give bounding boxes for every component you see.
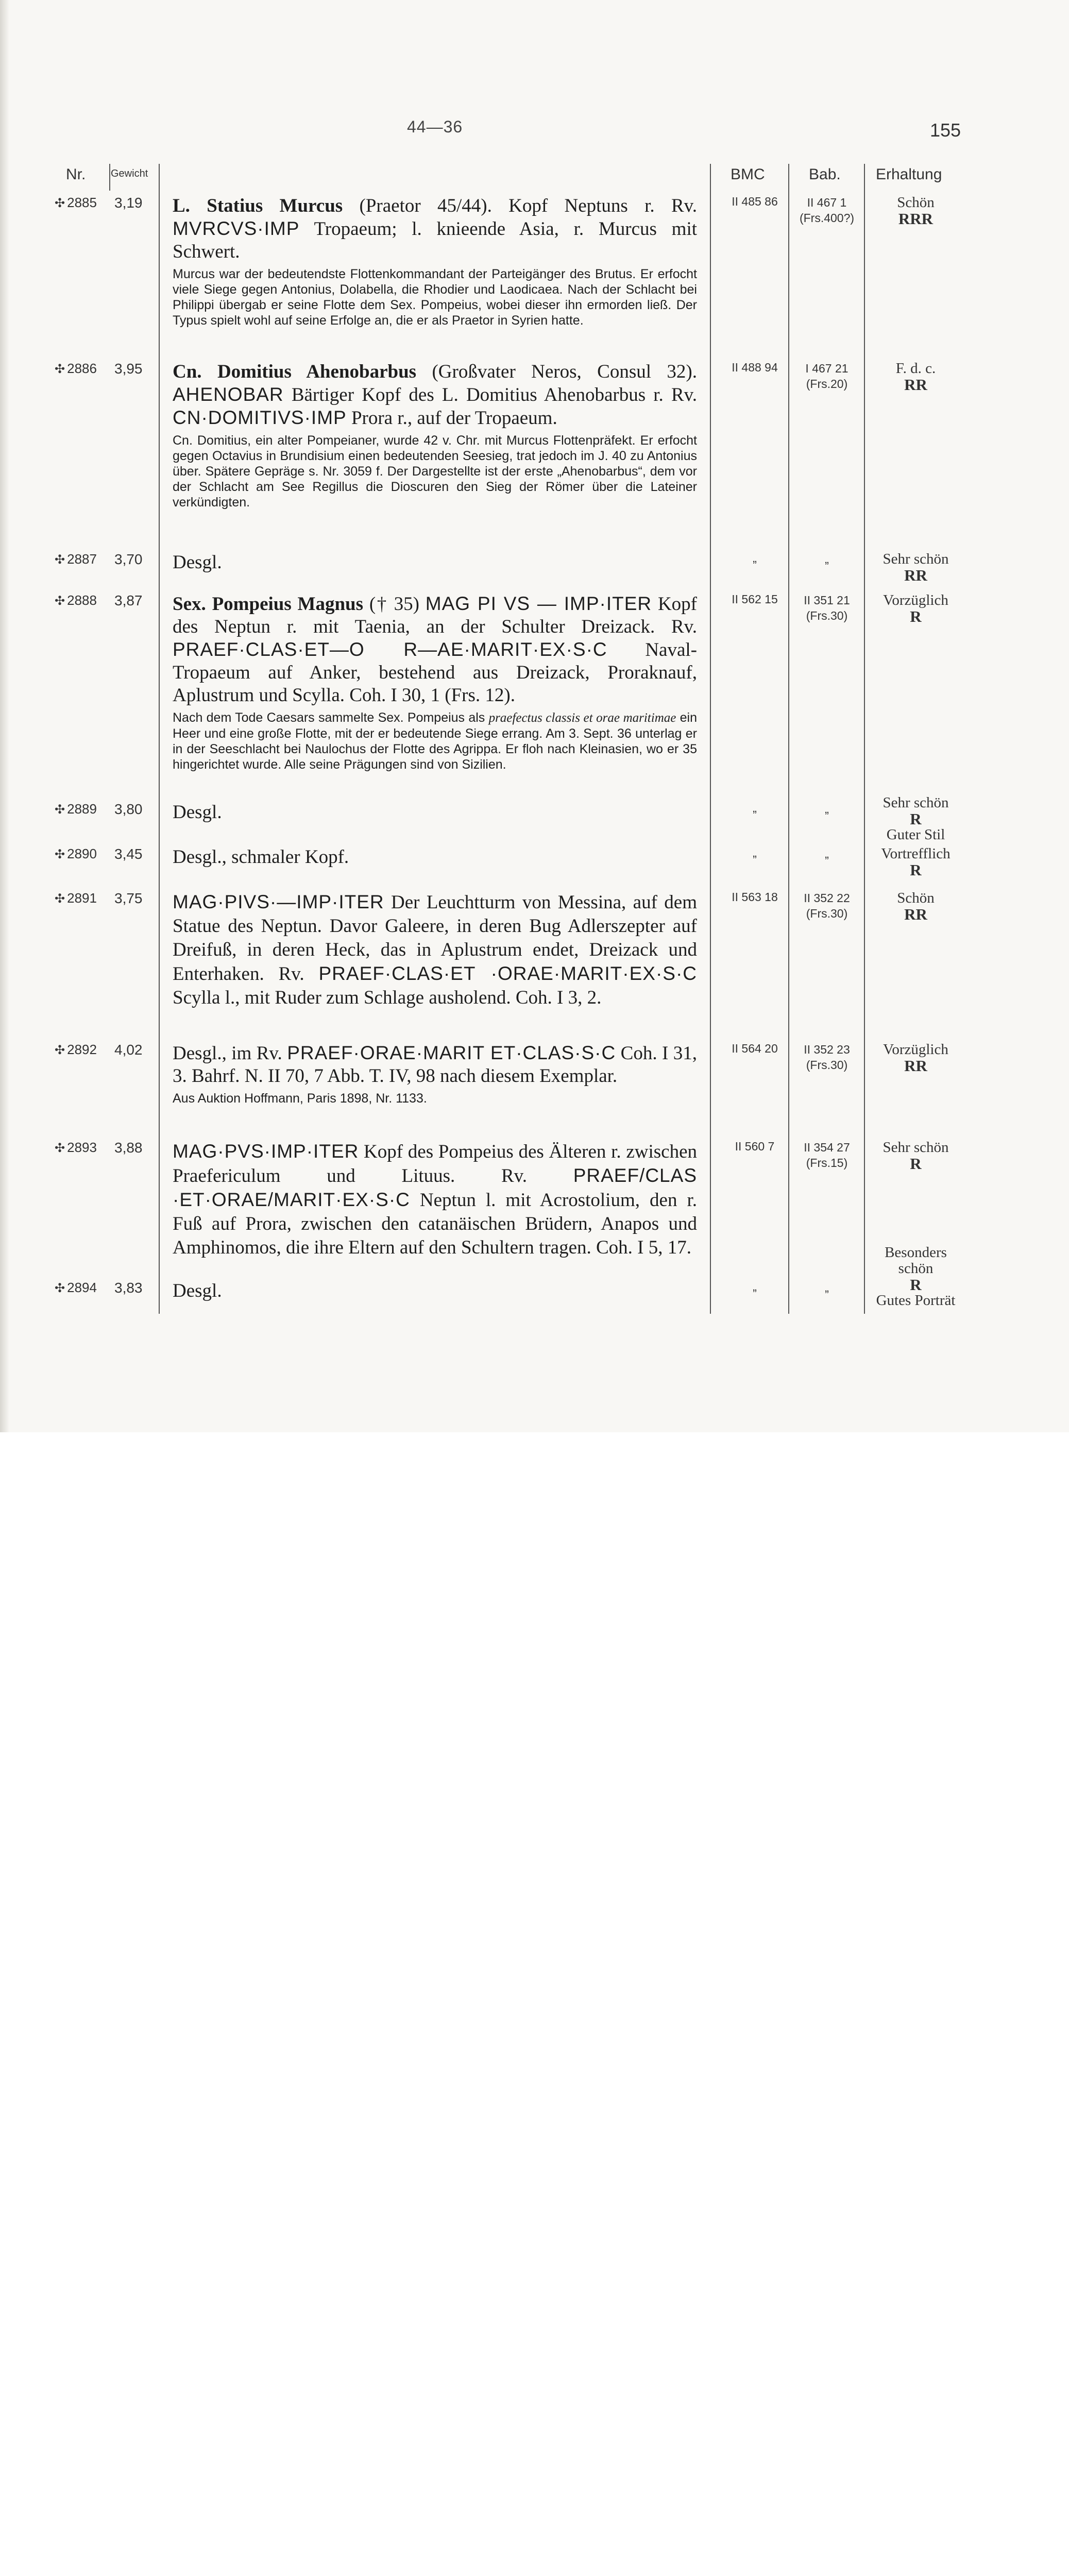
entry-bmc: „: [753, 1280, 757, 1293]
entry-bmc: II 563 18: [732, 890, 778, 904]
entry-bmc: II 562 15: [732, 592, 778, 606]
col-header-erhaltung: Erhaltung: [876, 166, 942, 183]
entry-erhaltung: Sehr schön RR: [883, 551, 949, 584]
entry-weight: 3,45: [114, 846, 143, 862]
date-range-header: 44—36: [407, 117, 463, 136]
entry-erhaltung: Schön RR: [897, 890, 935, 923]
col-header-nr: Nr.: [66, 166, 86, 183]
entry-erhaltung: Schön RRR: [897, 194, 935, 228]
entry-number: ✣ 2890: [55, 846, 97, 861]
scan-edge: [0, 0, 9, 1432]
entry-description: MAG·PIVS·—IMP·ITER Der Leuchtturm von Messina, auf dem Statue des Neptun. Davor Galeere, in deren Bug Adlerszepter auf Dreifuß, in deren Heck, das in Aplustrum endet, Dreizack und Enterhaken. Rv. PRAEF·CLAS·ET ·ORAE·MARIT·EX·S·C Scylla l., mit Ruder zum Schlage ausholend. Coh. I 3, 2.: [173, 891, 697, 1008]
entry-number: ✣ 2891: [55, 890, 97, 906]
page-number: 155: [930, 120, 961, 141]
col-header-bab: Bab.: [809, 166, 841, 183]
entry-erhaltung: Vorzüglich R: [883, 592, 948, 625]
entry-bmc: II 564 20: [732, 1042, 778, 1055]
entry-weight: 4,02: [114, 1042, 143, 1058]
entry-number: ✣ 2888: [55, 592, 97, 608]
entry-bab: II 351 21 (Frs.30): [804, 594, 850, 622]
entry-bab: I 467 21 (Frs.20): [805, 362, 849, 391]
entry-bab: „: [825, 802, 829, 816]
col-header-bmc: BMC: [731, 166, 765, 183]
entry-bmc: „: [753, 801, 757, 815]
entry-erhaltung: Sehr schön R Guter Stil: [883, 794, 949, 843]
entry-number: ✣ 2894: [55, 1280, 97, 1295]
entry-bab: „: [825, 552, 829, 566]
entry-description: Desgl., im Rv. PRAEF·ORAE·MARIT ET·CLAS·S·C Coh. I 31, 3. Bahrf. N. II 70, 7 Abb. T. IV, 98 nach diesem Exemplar. Aus Auktion Hoffmann, Paris 1898, Nr. 1133.: [173, 1042, 697, 1106]
entry-erhaltung: Vortrefflich R: [881, 845, 951, 879]
entry-bmc: II 488 94: [732, 361, 778, 374]
entry-description: Desgl.: [173, 552, 222, 573]
entry-bmc: „: [753, 846, 757, 859]
entry-bab: II 467 1 (Frs.400?): [799, 196, 855, 225]
entry-bab: II 354 27 (Frs.15): [804, 1141, 850, 1170]
entry-bmc: II 485 86: [732, 195, 778, 208]
entry-description: L. Statius Murcus (Praetor 45/44). Kopf Neptuns r. Rv. MVRCVS·IMP Tropaeum; l. knieende Asia, r. Murcus mit Schwert. Murcus war der bedeutendste Flottenkommandant der Parteigänger des Brutus. Er erfocht viele Siege gegen Antonius, Dolabella, die Rhodier und Laodicaea. Nach der Schlacht bei Philippi übergab er seine Flotte dem Sex. Pompeius, wobei dieser ihn ermorden ließ. Der Typus spielt wohl auf seine Erfolge an, die er als Praetor in Syrien hatte.: [173, 195, 697, 328]
entry-weight: 3,75: [114, 890, 143, 906]
col-divider-bmc-left: [710, 164, 711, 1314]
entry-bab: „: [825, 1281, 829, 1294]
entry-bmc: „: [753, 551, 757, 565]
entry-number: ✣ 2887: [55, 551, 97, 567]
entry-number: ✣ 2885: [55, 195, 97, 210]
col-divider-nr: [109, 164, 110, 191]
col-divider-gewicht: [159, 164, 160, 1314]
entry-erhaltung: Besonders schön R Gutes Porträt: [876, 1244, 956, 1309]
col-header-gewicht: Gewicht: [111, 168, 148, 179]
entry-bab: II 352 22 (Frs.30): [804, 891, 850, 920]
entry-erhaltung: Vorzüglich RR: [883, 1041, 948, 1075]
entry-weight: 3,70: [114, 551, 143, 567]
entry-bab: II 352 23 (Frs.30): [804, 1043, 850, 1072]
entry-note: Cn. Domitius, ein alter Pompeianer, wurde 42 v. Chr. mit Murcus Flottenpräfekt. Er erfocht gegen Octavius in Brundisium einen bedeutenden Seesieg, trat jedoch im J. 40 zu Antonius über. Spätere Gepräge s. Nr. 3059 f. Der Dargestellte ist der erste „Ahenobarbus“, dem vor der Schlacht am See Regillus die Dioscuren den Sieg der Römer über die Lateiner verkündigten.: [173, 433, 697, 510]
entry-number: ✣ 2892: [55, 1042, 97, 1057]
entry-erhaltung: Sehr schön R: [883, 1139, 949, 1173]
entry-note: Nach dem Tode Caesars sammelte Sex. Pompeius als praefectus classis et orae maritimae ein Heer und eine große Flotte, mit der er bedeutende Siege errang. Am 3. Sept. 36 unterlag er in der Seeschlacht bei Naulochus der Flotte des Agrippa. Er floh nach Kleinasien, wo er 35 hingerichtet wurde. Alle seine Prägungen sind von Sizilien.: [173, 710, 697, 772]
entry-weight: 3,83: [114, 1280, 143, 1296]
entry-bmc: II 560 7: [735, 1140, 775, 1153]
entry-description: Desgl.: [173, 1280, 222, 1301]
entry-erhaltung: F. d. c. RR: [895, 360, 936, 394]
entry-description: Sex. Pompeius Magnus († 35) MAG PI VS — IMP·ITER Kopf des Neptun r. mit Taenia, an der Schulter Dreizack. Rv. PRAEF·CLAS·ET—O R—AE·MARIT·EX·S·C Naval-Tropaeum auf Anker, bestehend aus Dreizack, Proraknauf, Aplustrum und Scylla. Coh. I 30, 1 (Frs. 12). Nach dem Tode Caesars sammelte Sex. Pompeius als praefectus classis et orae maritimae ein Heer und eine große Flotte, mit der er bedeutende Siege errang. Am 3. Sept. 36 unterlag er in der Seeschlacht bei Naulochus der Flotte des Agrippa. Er floh nach Kleinasien, wo er 35 hingerichtet wurde. Alle seine Prägungen sind von Sizilien.: [173, 593, 698, 772]
entry-number: ✣ 2886: [55, 361, 97, 376]
entry-bab: „: [825, 847, 829, 860]
entry-weight: 3,80: [114, 801, 143, 817]
entry-note: Murcus war der bedeutendste Flottenkommandant der Parteigänger des Brutus. Er erfocht viele Siege gegen Antonius, Dolabella, die Rhodier und Laodicaea. Nach der Schlacht bei Philippi übergab er seine Flotte dem Sex. Pompeius, wobei dieser ihn ermorden ließ. Der Typus spielt wohl auf seine Erfolge an, die er als Praetor in Syrien hatte.: [173, 267, 697, 328]
entry-number: ✣ 2893: [55, 1140, 97, 1155]
entry-description: Desgl.: [173, 802, 222, 823]
entry-description: Cn. Domitius Ahenobarbus (Großvater Neros, Consul 32). AHENOBAR Bärtiger Kopf des L. Domitius Ahenobarbus r. Rv. CN·DOMITIVS·IMP Prora r., auf der Tropaeum. Cn. Domitius, ein alter Pompeianer, wurde 42 v. Chr. mit Murcus Flottenpräfekt. Er erfocht gegen Octavius in Brundisium einen bedeutenden Seesieg, trat jedoch im J. 40 zu Antonius über. Spätere Gepräge s. Nr. 3059 f. Der Dargestellte ist der erste „Ahenobarbus“, dem vor der Schlacht am See Regillus die Dioscuren den Sieg der Römer über die Lateiner verkündigten.: [173, 361, 697, 510]
entry-weight: 3,95: [114, 361, 143, 377]
entry-description: Desgl., schmaler Kopf.: [173, 846, 349, 868]
entry-number: ✣ 2889: [55, 801, 97, 817]
digitization-footer: [0, 1432, 1069, 1510]
entry-weight: 3,88: [114, 1140, 143, 1156]
entry-weight: 3,19: [114, 195, 143, 211]
entry-weight: 3,87: [114, 592, 143, 608]
entry-description: MAG·PVS·IMP·ITER Kopf des Pompeius des Älteren r. zwischen Praefericulum und Lituus. Rv. PRAEF/CLAS ·ET·ORAE/MARIT·EX·S·C Neptun l. mit Acrostolium, den r. Fuß auf Prora, zwischen den catanäischen Brüdern, Anapos und Amphinomos, die ihre Eltern auf den Schultern tragen. Coh. I 5, 17.: [173, 1141, 697, 1258]
entry-note: Aus Auktion Hoffmann, Paris 1898, Nr. 1133.: [173, 1091, 427, 1106]
